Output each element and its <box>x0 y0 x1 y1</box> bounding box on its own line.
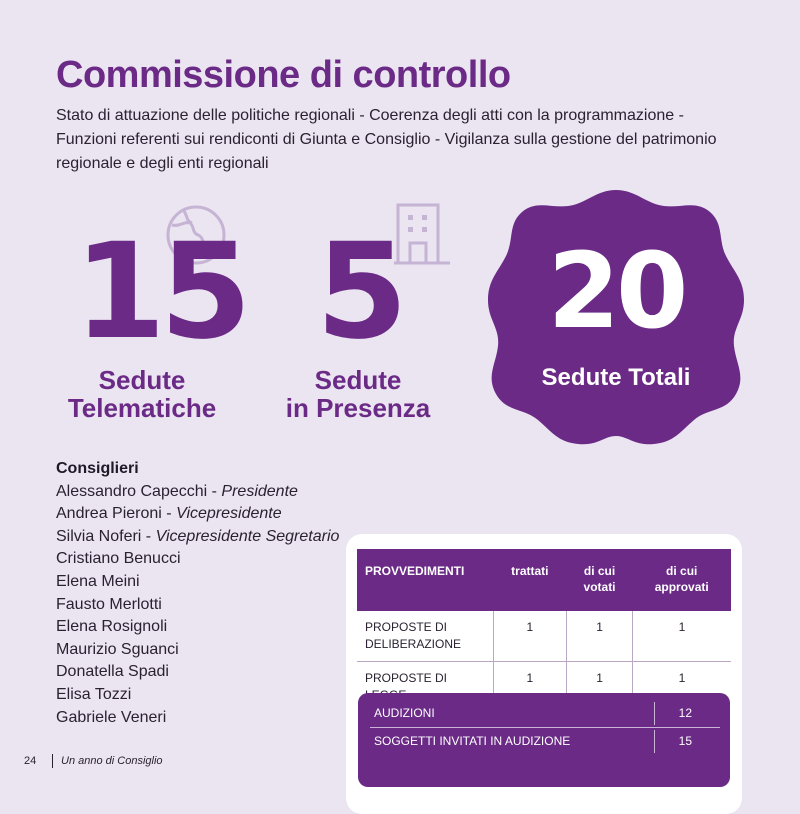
list-item: Alessandro Capecchi - Presidente <box>56 482 298 500</box>
row-divider <box>654 702 655 725</box>
table-cell: 1 <box>567 662 633 713</box>
stat-totali-label: Sedute Totali <box>541 364 691 391</box>
members-list <box>56 481 339 730</box>
page-footer <box>24 754 163 768</box>
footer-divider <box>52 754 53 768</box>
list-item: Gabriele Veneri <box>56 708 167 726</box>
table-cell: 1 <box>493 662 567 713</box>
building-icon <box>394 203 450 265</box>
stat-telematiche-line2: Telematiche <box>67 393 217 423</box>
col-approvati: di cui approvati <box>632 549 731 611</box>
members-heading: Consiglieri <box>56 460 139 477</box>
audizioni-value: 12 <box>678 706 692 720</box>
col-provvedimenti: PROVVEDIMENTI <box>357 549 493 611</box>
table-cell: PROPOSTE DI <box>365 671 448 685</box>
col-trattati: trattati <box>493 549 567 611</box>
list-item: Donatella Spadi <box>56 663 169 681</box>
audizioni-label: AUDIZIONI <box>374 706 435 720</box>
list-item: Elena Meini <box>56 572 140 590</box>
row-divider <box>654 730 655 753</box>
table-cell: 1 <box>632 611 731 662</box>
table-cell: 1 <box>632 662 731 713</box>
list-item: Silvia Noferi - Vicepresidente Segretario <box>56 527 340 545</box>
page-number: 24 <box>24 754 37 767</box>
table-header-row <box>357 549 731 611</box>
stat-telematiche-value: 15 <box>74 215 246 369</box>
list-item: Elena Rosignoli <box>56 618 168 636</box>
table-cell: 1 <box>567 611 633 662</box>
list-item: Fausto Merlotti <box>56 595 162 613</box>
stat-telematiche-label <box>40 366 244 422</box>
page-subtitle: Stato di attuazione delle politiche regionali - Coerenza degli atti con la programmazione - Funzioni referenti sui rendiconti di Giunta e Consiglio - Vigilanza sulla gestione del patrimonio regionale e degli enti regionali <box>56 107 717 172</box>
stat-telematiche-line1: Sedute <box>98 365 186 395</box>
stat-presenza-value: 5 <box>316 215 402 369</box>
stat-presenza-line2: in Presenza <box>285 393 431 423</box>
stat-totali-value: 20 <box>547 230 685 352</box>
list-item: Andrea Pieroni - Vicepresidente <box>56 505 282 523</box>
page-title: Commissione di controllo <box>56 54 511 96</box>
list-item: Elisa Tozzi <box>56 685 132 703</box>
stat-presenza-line1: Sedute <box>314 365 402 395</box>
list-item: Cristiano Benucci <box>56 550 181 568</box>
audizioni-row <box>370 700 720 727</box>
list-item: Maurizio Sguanci <box>56 640 179 658</box>
soggetti-label: SOGGETTI INVITATI IN AUDIZIONE <box>374 734 571 748</box>
soggetti-value: 15 <box>678 734 692 748</box>
soggetti-row <box>370 728 720 755</box>
audizioni-box <box>358 693 730 787</box>
table-cell: PROPOSTE DI DELIBERAZIONE <box>357 611 493 662</box>
members-section <box>56 458 339 729</box>
table-cell: 1 <box>493 611 567 662</box>
publication-title: Un anno di Consiglio <box>61 754 163 767</box>
col-votati: di cui votati <box>567 549 633 611</box>
stat-presenza-label <box>258 366 458 422</box>
provvedimenti-table <box>357 549 731 712</box>
table-row <box>357 611 731 662</box>
